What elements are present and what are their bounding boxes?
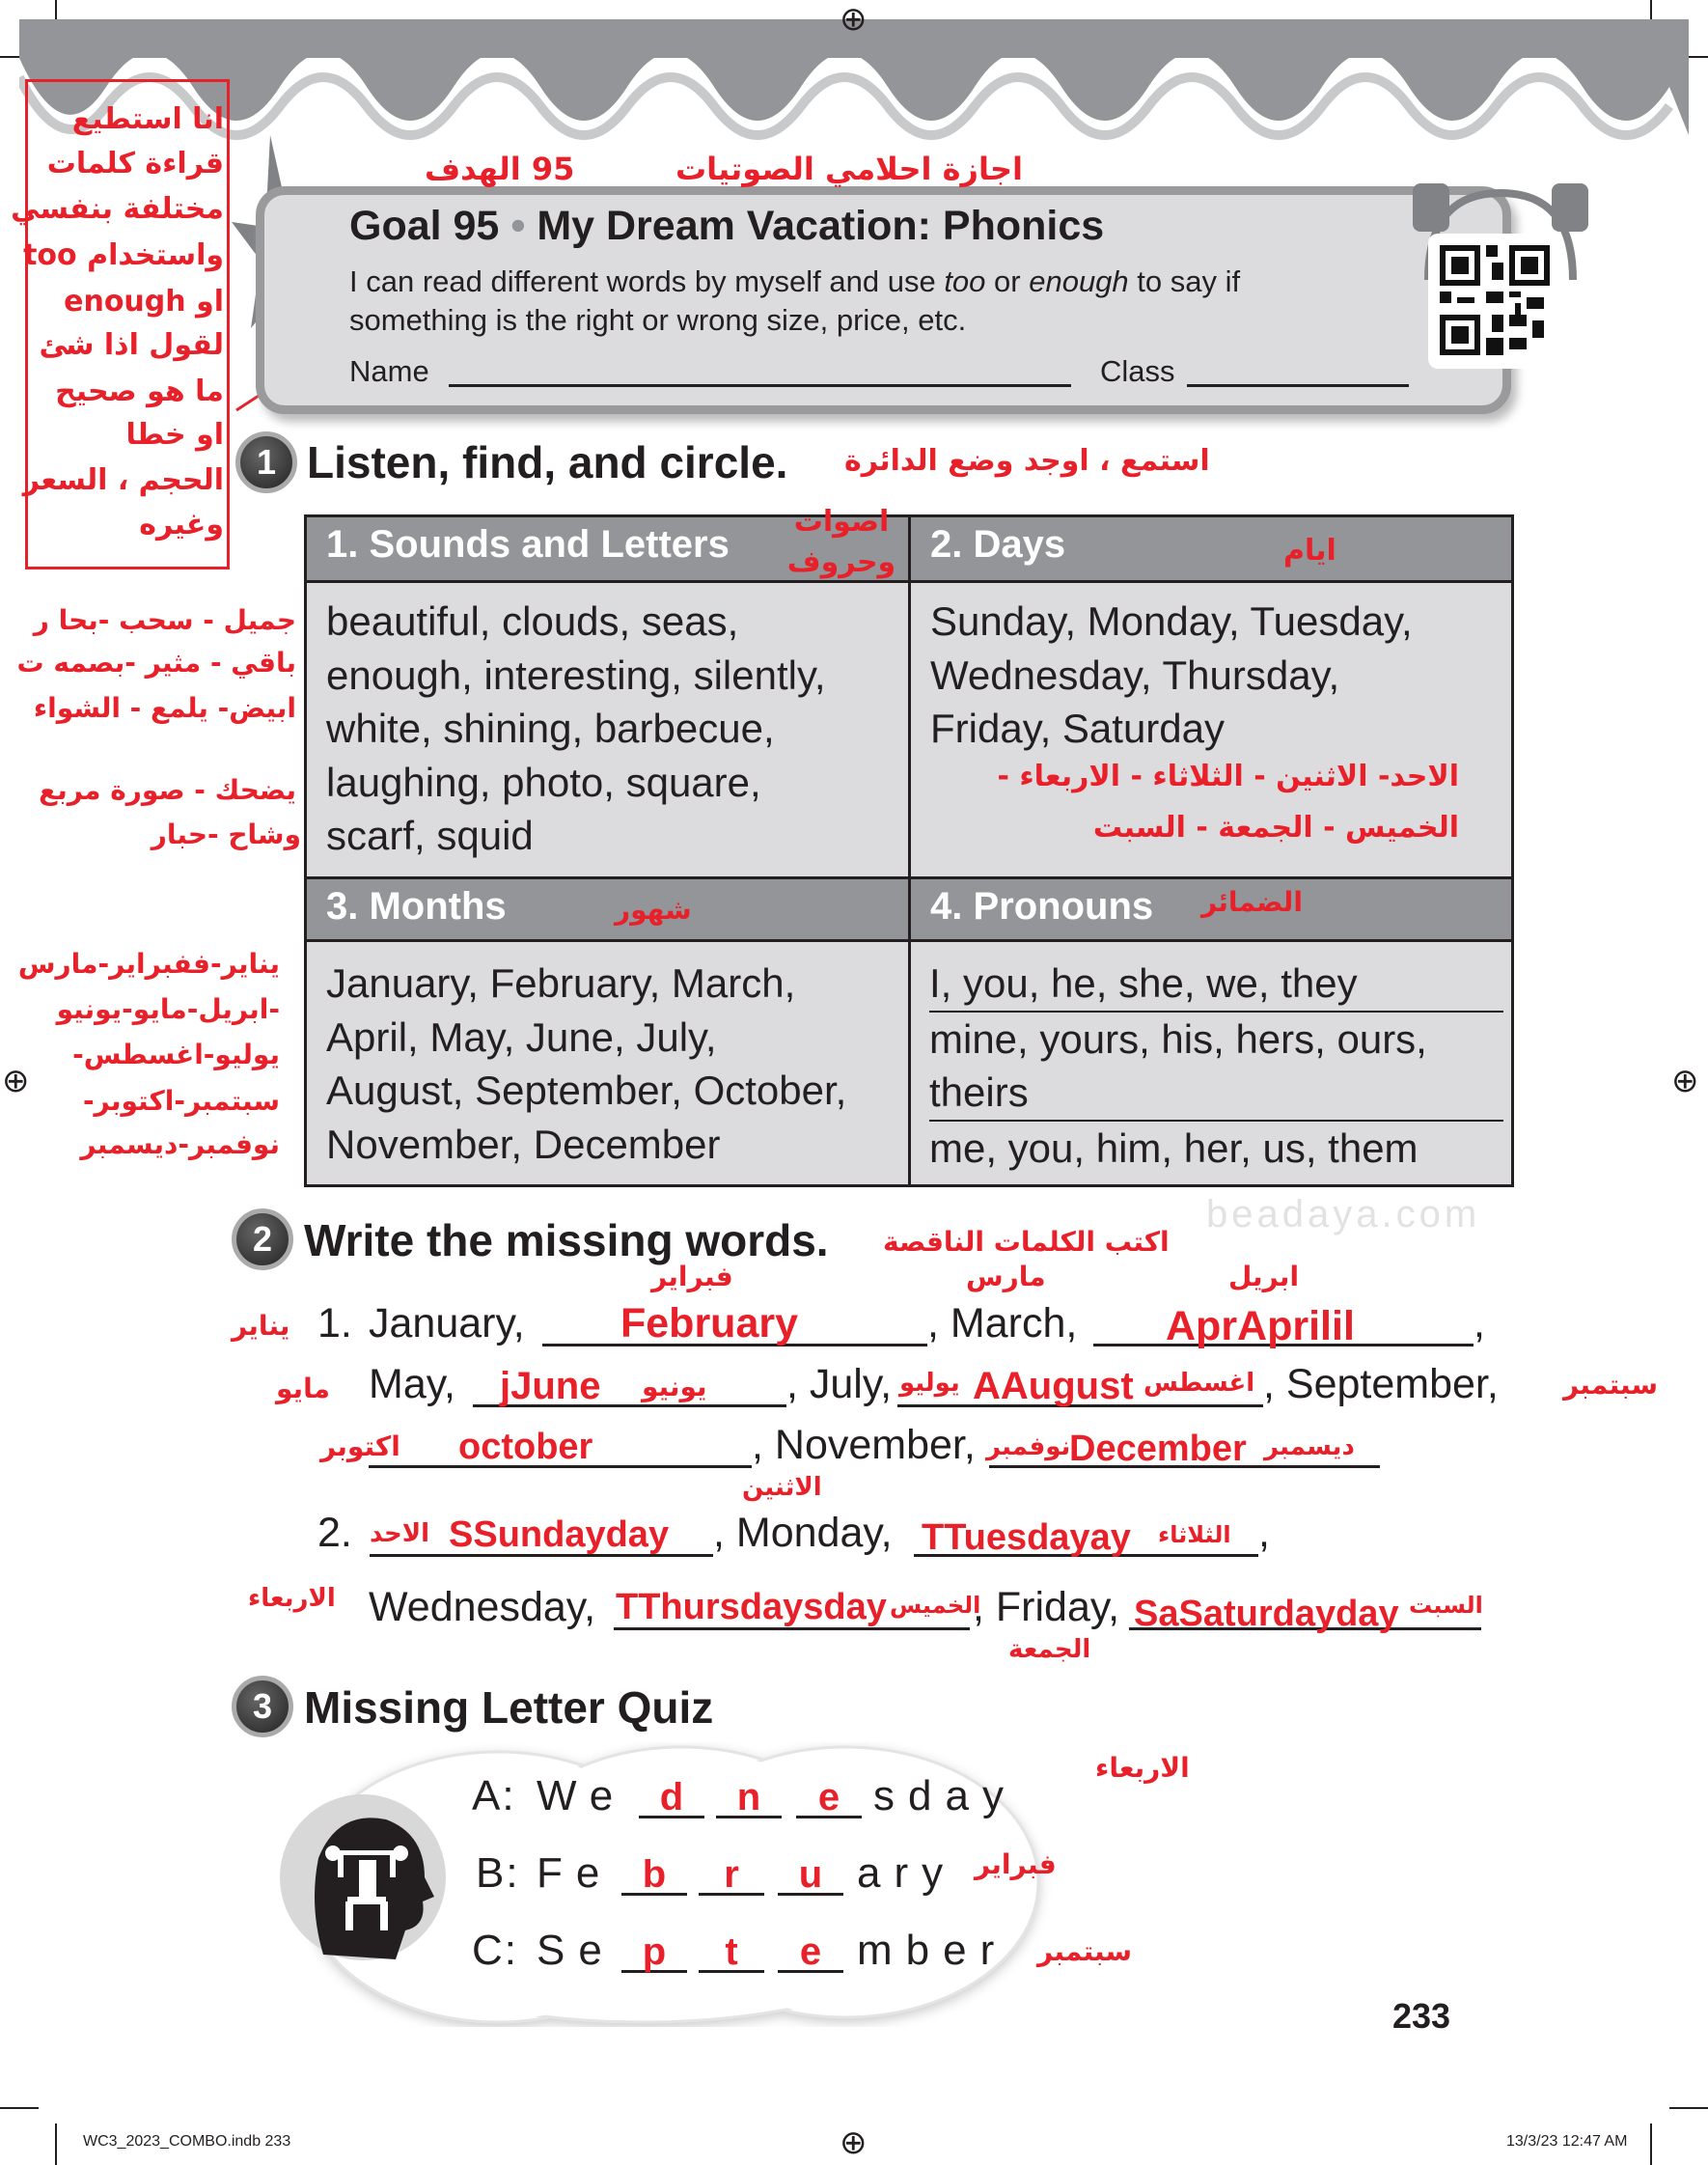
note-ar: الخميس [890, 1592, 981, 1619]
word-line: scarf, squid [326, 813, 534, 858]
note-ar: فبراير [651, 1261, 733, 1292]
note-ar: يوليو [899, 1369, 960, 1398]
table-header-sounds: 1. Sounds and Letters [307, 517, 908, 583]
item-number: 1. [317, 1300, 352, 1346]
word-line: August, September, October, [326, 1068, 847, 1113]
section-title-ar: استمع ، اوجد وضع الدائرة [844, 444, 1210, 478]
note-ar: الثلاثاء [1158, 1521, 1231, 1548]
note-ar: مايو [276, 1373, 330, 1404]
comma: , [1258, 1510, 1270, 1556]
given-word: Wednesday, [369, 1584, 596, 1630]
months-cell [307, 957, 846, 1171]
quiz-blank[interactable]: n [716, 1776, 782, 1818]
side-note-line: لقول اذا شئ [39, 328, 224, 362]
days-note-ar: الخميس - الجمعة - السبت [1092, 811, 1459, 845]
objective-line-2: something is the right or wrong size, price, etc. [349, 303, 967, 337]
handwritten-answer: AAugust [973, 1365, 1134, 1407]
given-word: , September, [1263, 1361, 1499, 1407]
given-word: May, [369, 1361, 455, 1407]
days-note-ar: الاحد- الاثنين - الثلاثاء - الاربعاء - [997, 760, 1459, 793]
footer-file: WC3_2023_COMBO.indb 233 [83, 2133, 291, 2150]
handwritten-answer: october [458, 1427, 593, 1467]
footer-date: 13/3/23 12:47 AM [1506, 2133, 1628, 2150]
word-line: Friday, Saturday [930, 706, 1226, 751]
registration-mark-icon: ⊕ [1671, 1063, 1699, 1099]
page-number: 233 [1392, 1996, 1451, 2036]
side-note-line: واستخدام too [23, 238, 224, 272]
quiz-blank[interactable]: t [699, 1930, 764, 1973]
name-field[interactable] [449, 384, 1071, 387]
section-title: Write the missing words. [304, 1215, 829, 1265]
months-note-ar: يناير-ففبراير-مارس [17, 948, 280, 980]
note-ar: الاربعاء [248, 1584, 336, 1613]
side-note-line: الحجم ، السعر [22, 463, 224, 497]
head-weightlifter-icon [280, 1790, 454, 1964]
quiz-label: A: [472, 1772, 516, 1819]
quiz-word-start: Fe [537, 1849, 614, 1897]
note-ar: سبتمبر [1563, 1369, 1659, 1401]
side-note-line: مختلفة بنفسي [11, 192, 224, 226]
quiz-blank[interactable]: u [778, 1853, 843, 1896]
note-ar: الاثنين [742, 1473, 822, 1502]
goal-title [349, 203, 1104, 250]
word-table [304, 514, 1514, 1187]
sounds-cell [307, 595, 826, 863]
word-line: laughing, photo, square, [326, 759, 761, 805]
objective [349, 264, 1240, 299]
header-note-ar: ايام [1283, 534, 1336, 568]
side-note-line: قراءة كلمات [46, 147, 224, 180]
word-line: enough, interesting, silently, [326, 652, 826, 698]
quiz-label: B: [476, 1849, 520, 1897]
header-note-ar: شهور [615, 894, 692, 926]
note-ar: اكتوبر [320, 1430, 400, 1462]
handwritten-answer: TThursdaysday [616, 1587, 887, 1627]
qr-code-icon [1440, 245, 1550, 355]
note-ar: يناير [232, 1310, 290, 1342]
days-cell [911, 595, 1413, 756]
handwritten-answer: jJune [500, 1365, 601, 1407]
word-line: me, you, him, her, us, them [929, 1124, 1419, 1171]
word-line: beautiful, clouds, seas, [326, 598, 739, 644]
note-ar: الاربعاء [1095, 1752, 1190, 1784]
sounds-note-ar: وشاح -حبار [151, 819, 301, 850]
note-ar: ديسمبر [1264, 1432, 1355, 1461]
table-header-days: 2. Days [911, 517, 1511, 583]
handwritten-answer: SSundayday [449, 1514, 670, 1555]
goal-name: My Dream Vacation: Phonics [537, 203, 1105, 249]
note-ar: مارس [966, 1261, 1046, 1292]
given-word: , Friday, [973, 1584, 1120, 1630]
sounds-note-ar: جميل - سحب -بحا ر [33, 604, 296, 636]
note-ar: الجمعة [1008, 1635, 1091, 1664]
note-ar: السبت [1409, 1592, 1483, 1619]
registration-mark-icon: ⊕ [2, 1063, 30, 1099]
quiz-blank[interactable]: e [778, 1930, 843, 1973]
months-note-ar: نوفمبر-ديسمبر [80, 1128, 280, 1160]
section-number-badge: 2 [232, 1208, 293, 1270]
word-line: white, shining, barbecue, [326, 706, 775, 751]
quiz-word-end: sday [873, 1772, 1017, 1819]
months-note-ar: -ابريل-مايو-يونيو [56, 993, 280, 1025]
quiz-word-end: ary [857, 1849, 957, 1897]
goal-number-ar: 95 الهدف [425, 151, 575, 187]
handwritten-answer: February [620, 1300, 799, 1346]
quiz-word-start: We [537, 1772, 627, 1819]
word-line: November, December [326, 1121, 721, 1167]
goal-number: Goal 95 [349, 203, 500, 249]
quiz-blank[interactable]: d [639, 1776, 704, 1818]
note-ar: الاحد [370, 1519, 430, 1548]
quiz-blank[interactable]: b [621, 1853, 687, 1896]
word-line: I, you, he, she, we, they [929, 957, 1503, 1013]
word-line: Wednesday, Thursday, [930, 652, 1340, 698]
crop-mark [1669, 2107, 1708, 2109]
note-ar: نوفمبر [986, 1432, 1071, 1461]
given-word: , March, [927, 1300, 1078, 1346]
quiz-word-start: Se [537, 1927, 616, 1974]
quiz-blank[interactable]: p [621, 1930, 687, 1973]
handwritten-answer: AprAprilil [1166, 1303, 1355, 1349]
given-word: , Monday, [713, 1510, 893, 1556]
given-word: January, [369, 1300, 525, 1346]
crop-mark [0, 2107, 39, 2109]
quiz-blank[interactable]: e [796, 1776, 862, 1818]
months-note-ar: يوليو-اغسطس- [72, 1039, 280, 1070]
side-note-line: انا استطيع [71, 102, 224, 136]
handwritten-answer: TTuesdayay [922, 1517, 1131, 1558]
qr-code[interactable] [1428, 234, 1561, 369]
watermark: beadaya.com [1206, 1193, 1481, 1235]
registration-mark-icon: ⊕ [840, 2124, 868, 2161]
item-number: 2. [317, 1510, 352, 1556]
class-label: Class [1100, 354, 1175, 388]
objective-enough: enough [1029, 264, 1129, 298]
section-title: Listen, find, and circle. [307, 437, 788, 487]
crop-mark [1650, 2123, 1652, 2165]
note-ar: ابريل [1228, 1261, 1300, 1292]
separator: • [510, 203, 526, 249]
side-note-line: وغيره [139, 508, 224, 541]
note-ar: فبراير [975, 1848, 1057, 1880]
name-label: Name [349, 354, 429, 388]
side-note-line: او خطا [125, 418, 224, 452]
pronouns-cell [915, 957, 1503, 1175]
comma: , [1474, 1300, 1485, 1346]
objective-too: too [944, 264, 986, 298]
section-title: Missing Letter Quiz [304, 1682, 714, 1733]
given-word: , November, [752, 1422, 976, 1468]
quiz-blank[interactable]: r [699, 1853, 764, 1896]
word-line: mine, yours, his, hers, ours, theirs [929, 1013, 1503, 1122]
objective-text: or [985, 264, 1030, 298]
section-number-badge: 1 [235, 431, 297, 493]
given-word: , July, [786, 1361, 893, 1407]
handwritten-answer: SaSaturdayday [1134, 1594, 1399, 1634]
quiz-word-end: mber [857, 1927, 1008, 1974]
note-ar: سبتمبر [1037, 1935, 1133, 1967]
header-note-ar: الضمائر [1201, 886, 1303, 918]
side-note-line: او enough [64, 285, 224, 319]
class-field[interactable] [1187, 384, 1409, 387]
section-title-ar: اكتب الكلمات الناقصة [883, 1226, 1170, 1258]
sounds-note-ar: باقي - مثير -بصمه ت [16, 647, 296, 679]
quiz-label: C: [472, 1927, 518, 1974]
table-header-months: 3. Months [307, 876, 908, 942]
table-header-pronouns: 4. Pronouns [911, 876, 1511, 942]
word-line: January, February, March, [326, 960, 796, 1006]
word-line: April, May, June, July, [326, 1013, 717, 1060]
header-note-ar: اصوات وحروف [786, 505, 896, 579]
crop-mark [55, 2123, 57, 2165]
handwritten-answer: December [1069, 1429, 1247, 1469]
word-line: Sunday, Monday, Tuesday, [930, 598, 1413, 644]
section-number-badge: 3 [232, 1676, 293, 1737]
goal-title-ar: اجازة احلامي الصوتيات [675, 151, 1023, 187]
note-ar: يونيو [642, 1371, 707, 1402]
note-ar: اغسطس [1143, 1369, 1255, 1398]
sounds-note-ar: ابيض- يلمع - الشواء [33, 692, 296, 724]
objective-text: I can read different words by myself and use [349, 264, 945, 298]
side-note-line: ما هو صحيح [55, 375, 224, 408]
sounds-note-ar: يضحك - صورة مربع [39, 774, 296, 806]
months-note-ar: سبتمبر-اكتوبر- [82, 1085, 280, 1117]
registration-mark-icon: ⊕ [840, 1, 868, 38]
objective-text: to say if [1128, 264, 1241, 298]
